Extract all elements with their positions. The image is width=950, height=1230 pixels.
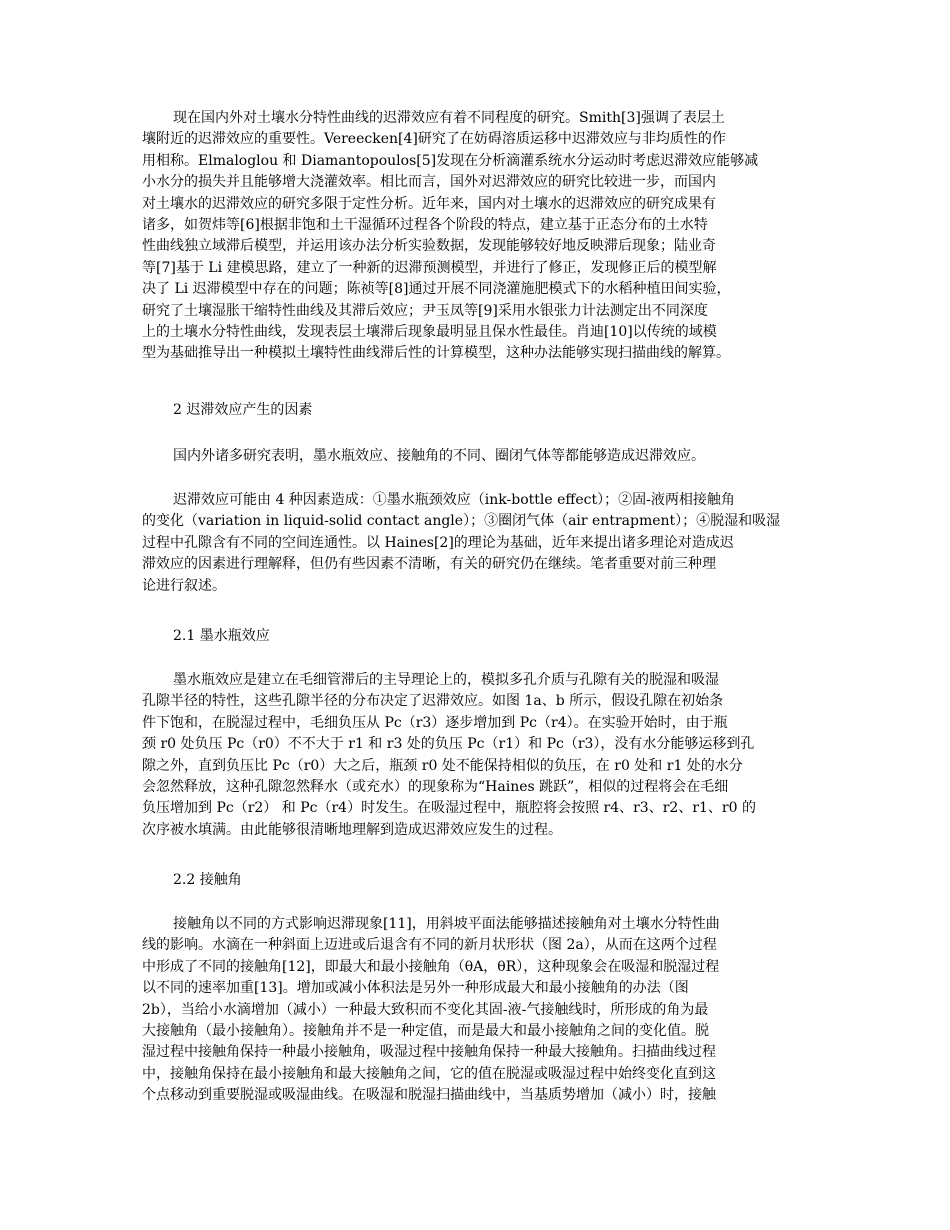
text-line: 国内外诸多研究表明，墨水瓶效应、接触角的不同、圈闭气体等都能够造成迟滞效应。 [173,448,705,464]
paragraph-four-factors [142,490,822,597]
text-line: 型为基础推导出一种模拟土壤特性曲线滞后性的计算模型，这种办法能够实现扫描曲线的解算。 [142,345,730,362]
text-line: 论进行叙述。 [142,577,226,594]
text-line: 过程中孔隙含有不同的空间连通性。以 Haines[2]的理论为基础，近年来提出诸多理论对造成迟 [142,534,734,551]
text-line: 诸多，如贺炜等[6]根据非饱和土干湿循环过程各个阶段的特点，建立基于正态分布的土水特 [142,216,708,233]
text-line: 个点移动到重要脱湿或吸湿曲线。在吸湿和脱湿扫描曲线中，当基质势增加（减小）时，接触 [142,1087,716,1104]
text-line: 小水分的损失并且能够增大浇灌效率。相比而言，国外对迟滞效应的研究比较进一步，而国内 [142,174,716,191]
text-line: 滞效应的因素进行理解释，但仍有些因素不清晰，有关的研究仍在继续。笔者重要对前三种理 [142,556,716,573]
text-line: 次序被水填满。由此能够很清晰地理解到造成迟滞效应发生的过程。 [142,821,562,838]
text-line: 孔隙半径的特性，这些孔隙半径的分布决定了迟滞效应。如图 1a、b 所示，假设孔隙在初始条 [142,693,724,710]
text-line: 中，接触角保持在最小接触角和最大接触角之间，它的值在脱湿或吸湿过程中始终变化直到这 [142,1065,716,1082]
text-line: 上的土壤水分特性曲线，发现表层土壤滞后现象最明显且保水性最佳。肖迪[10]以传统的域模 [142,323,717,340]
heading-text: 2.1 墨水瓶效应 [173,628,270,644]
text-line: 件下饱和，在脱湿过程中，毛细负压从 Pc（r3）逐步增加到 Pc（r4）。在实验开始时，由于瓶 [142,714,728,731]
text-line: 接触角以不同的方式影响迟滞现象[11]，用斜坡平面法能够描述接触角对土壤水分特性曲 [173,916,720,932]
text-line: 对土壤水的迟滞效应的研究多限于定性分析。近年来，国内对土壤水的迟滞效应的研究成果有 [142,195,716,212]
text-line: 决了 Li 迟滞模型中存在的问题；陈祯等[8]通过开展不同浇灌施肥模式下的水稻种植田间实验， [142,281,731,298]
paragraph-ink-bottle-effect [142,670,822,841]
text-line: 性曲线独立域滞后模型，并运用该办法分析实验数据，发现能够较好地反映滞后现象；陆业奇 [142,238,716,255]
heading-text: 2 迟滞效应产生的因素 [173,402,313,418]
text-line: 墨水瓶效应是建立在毛细管滞后的主导理论上的，模拟多孔介质与孔隙有关的脱湿和吸湿 [173,672,719,688]
section-heading-2-1 [142,626,822,646]
heading-text: 2.2 接触角 [173,872,242,888]
text-line: 负压增加到 Pc（r2） 和 Pc（r4）时发生。在吸湿过程中，瓶腔将会按照 r4、r3、r2、r1、r0 的 [142,800,756,817]
text-line: 大接触角（最小接触角）。接触角并不是一种定值，而是最大和最小接触角之间的变化值。脱 [142,1022,709,1039]
text-line: 研究了土壤湿胀干缩特性曲线及其滞后效应；尹玉凤等[9]采用水银张力计法测定出不同深度 [142,302,708,319]
text-line: 隙之外，直到负压比 Pc（r0）大之后，瓶颈 r0 处不能保持相似的负压，在 r0 处和 r1 处的水分 [142,757,743,774]
text-line: 迟滞效应可能由 4 种因素造成：①墨水瓶颈效应（ink-bottle effect）；②固-液两相接触角 [173,492,735,508]
text-line: 湿过程中接触角保持一种最小接触角，吸湿过程中接触角保持一种最大接触角。扫描曲线过程 [142,1044,716,1061]
paragraph-contact-angle [142,914,822,1107]
text-line: 壤附近的迟滞效应的重要性。Vereecken[4]研究了在妨碍溶质运移中迟滞效应与非均质性的作 [142,131,726,148]
text-line: 颈 r0 处负压 Pc（r0）不不大于 r1 和 r3 处的负压 Pc（r1）和 Pc（r3），没有水分能够运移到孔 [142,736,755,753]
text-line: 等[7]基于 Li 建模思路，建立了一种新的迟滞预测模型，并进行了修正，发现修正后的模型解 [142,259,717,276]
text-line: 2b），当给小水滴增加（减小）一种最大致积而不变化其固-液-气接触线时，所形成的角为最 [142,1001,709,1018]
text-line: 中形成了不同的接触角[12]，即最大和最小接触角（θA，θR），这种现象会在吸湿和脱湿过程 [142,958,720,975]
paragraph-literature-review [142,108,822,365]
text-line: 以不同的速率加重[13]。增加或减小体积法是另外一种形成最大和最小接触角的办法（图 [142,980,689,997]
text-line: 线的影响。水滴在一种斜面上迈进或后退含有不同的新月状形状（图 2a），从而在这两个过程 [142,937,717,954]
paragraph-factors-intro [142,446,822,467]
text-line: 的变化（variation in liquid-solid contact angle）；③圈闭气体（air entrapment）；④脱湿和吸湿 [142,513,781,530]
section-heading-2 [142,400,822,420]
section-heading-2-2 [142,870,822,890]
text-line: 现在国内外对土壤水分特性曲线的迟滞效应有着不同程度的研究。Smith[3]强调了表层土 [173,110,725,126]
text-line: 用相称。Elmaloglou 和 Diamantopoulos[5]发现在分析滴灌系统水分运动时考虑迟滞效应能够减 [142,152,759,169]
text-line: 会忽然释放，这种孔隙忽然释水（或充水）的现象称为“Haines 跳跃”，相似的过程将会在毛细 [142,778,729,795]
